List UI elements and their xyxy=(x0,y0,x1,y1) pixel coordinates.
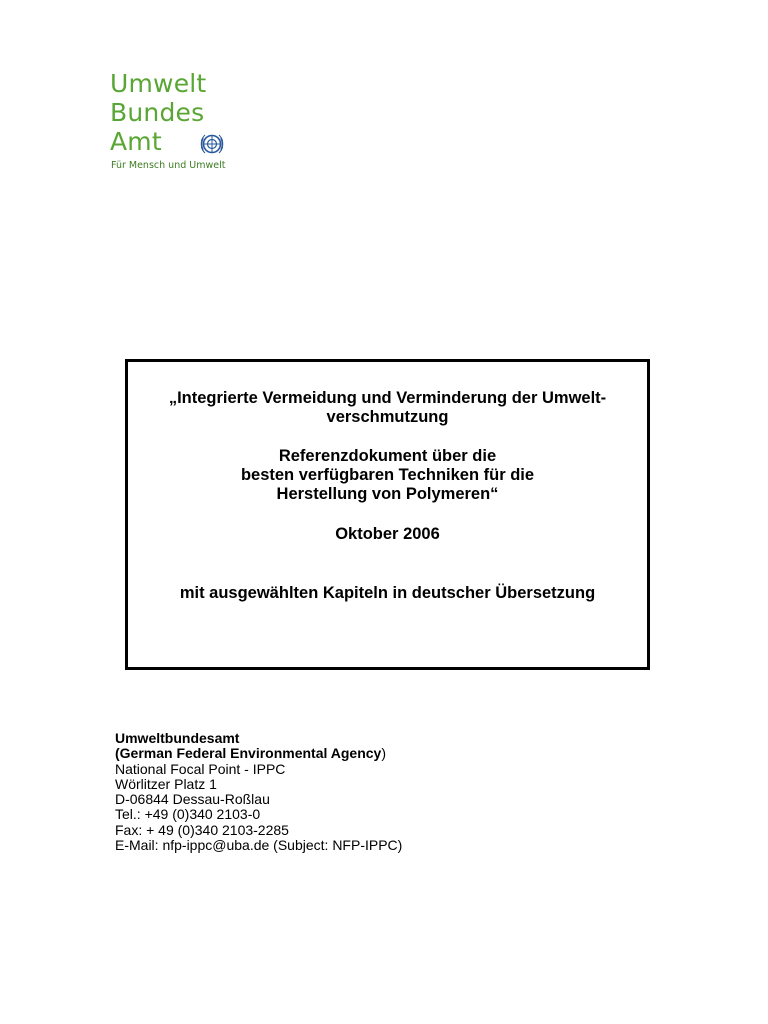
title-box xyxy=(125,359,650,670)
fax: Fax: + 49 (0)340 2103-2285 xyxy=(115,821,289,838)
email: E-Mail: nfp-ippc@uba.de (Subject: NFP-IPPC) xyxy=(115,837,403,854)
department: National Focal Point - IPPC xyxy=(115,760,286,777)
org-name-english: (German Federal Environmental Agency xyxy=(115,745,382,762)
org-name: Umweltbundesamt xyxy=(115,730,240,746)
title-subtitle: mit ausgewählten Kapiteln in deutscher Übersetzung xyxy=(179,584,596,602)
title-line-4: besten verfügbaren Techniken für die xyxy=(240,466,535,484)
title-line-2: verschmutzung xyxy=(326,408,449,426)
title-line-3: Referenzdokument über die xyxy=(278,447,497,465)
org-name-english-close: ) xyxy=(381,745,387,762)
logo-line-umwelt: Umwelt xyxy=(110,69,207,98)
telephone: Tel.: +49 (0)340 2103-0 xyxy=(115,806,261,823)
city-address: D-06844 Dessau-Roßlau xyxy=(115,791,270,808)
un-emblem-icon xyxy=(198,130,226,158)
street-address: Wörlitzer Platz 1 xyxy=(115,775,217,792)
org-name-english-line xyxy=(115,746,402,761)
title-date: Oktober 2006 xyxy=(335,525,440,543)
address-block xyxy=(115,731,402,853)
title-line-1: „Integrierte Vermeidung und Verminderung der Umwelt- xyxy=(168,389,607,407)
logo-line-bundes: Bundes xyxy=(110,98,205,127)
uba-logo xyxy=(110,70,240,175)
title-line-5: Herstellung von Polymeren“ xyxy=(276,485,499,503)
logo-tagline: Für Mensch und Umwelt xyxy=(111,160,226,171)
logo-line-amt: Amt xyxy=(110,127,162,156)
